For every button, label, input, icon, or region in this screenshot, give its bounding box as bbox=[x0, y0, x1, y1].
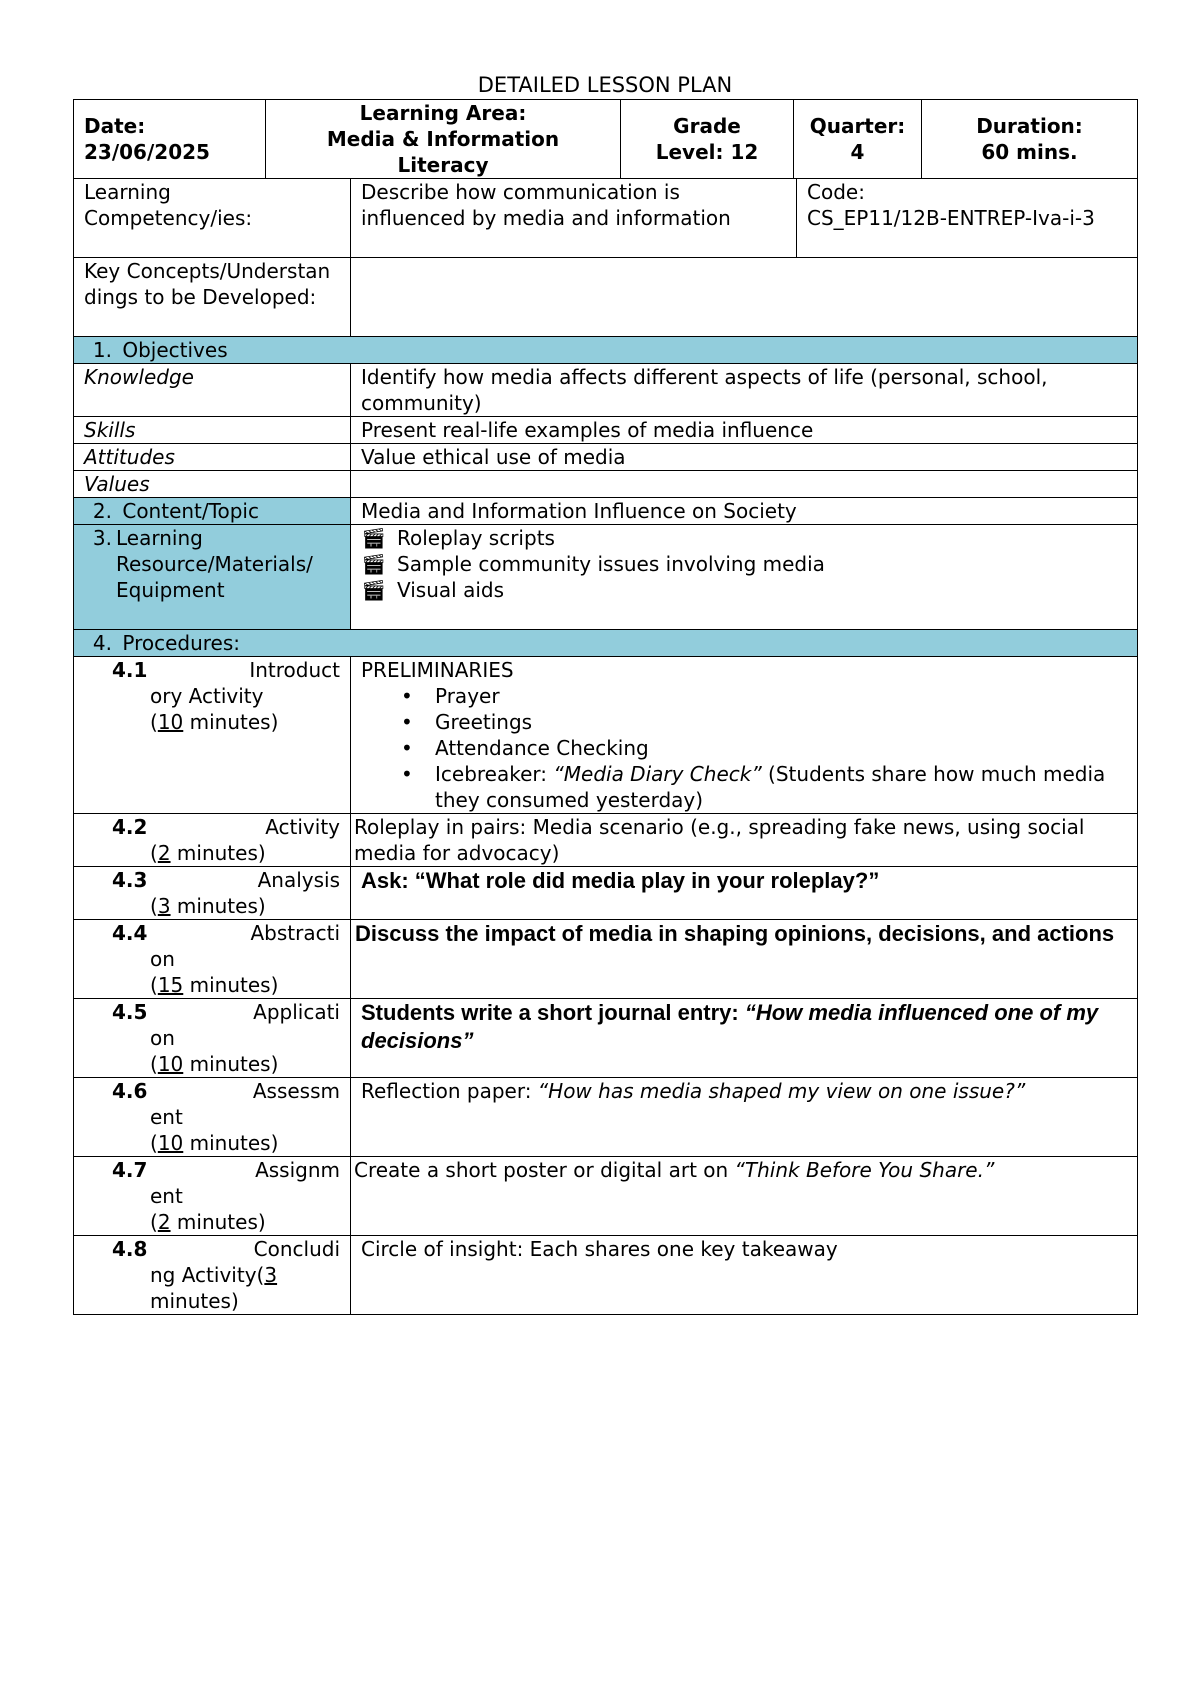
procedure-label-cell bbox=[74, 999, 351, 1078]
procedure-label-cell bbox=[74, 1157, 351, 1236]
procedure-duration: (3 minutes) bbox=[150, 894, 266, 918]
list-item: • Attendance Checking bbox=[401, 736, 649, 760]
clapperboard-icon: 🎬︎ bbox=[361, 526, 387, 550]
list-item: 🎬︎ Visual aids bbox=[361, 578, 504, 602]
list-item: • Icebreaker: “Media Diary Check” (Students share how much media they consumed yesterday) bbox=[401, 762, 1106, 812]
procedure-label: Activity bbox=[265, 815, 340, 839]
bullet-dot: • bbox=[401, 684, 413, 708]
content-label: Content/Topic bbox=[122, 499, 259, 523]
procedure-label-cont: ory Activity bbox=[150, 684, 264, 708]
procedure-duration: (15 minutes) bbox=[150, 973, 279, 997]
procedure-content: Ask: “What role did media play in your roleplay?” bbox=[351, 867, 1138, 920]
resources-label: Learning Resource/Materials/ Equipment bbox=[116, 526, 313, 602]
list-item: 🎬︎ Roleplay scripts bbox=[361, 526, 555, 550]
resources-list bbox=[361, 525, 1127, 603]
procedure-duration: minutes) bbox=[150, 1289, 239, 1313]
list-item: • Greetings bbox=[401, 710, 533, 734]
objective-row-values bbox=[74, 471, 1138, 498]
resources-label-cell bbox=[74, 525, 351, 630]
procedure-content bbox=[351, 657, 1138, 814]
objective-label: Values bbox=[74, 471, 351, 498]
code-cell bbox=[797, 179, 1138, 258]
procedure-duration: (10 minutes) bbox=[150, 1131, 279, 1155]
content-value: Media and Information Influence on Society bbox=[351, 498, 1138, 525]
objective-row-knowledge bbox=[74, 364, 1138, 417]
quarter-label: Quarter: bbox=[809, 114, 906, 138]
resources-num: 3. bbox=[92, 526, 112, 550]
duration-value: 60 mins. bbox=[981, 140, 1078, 164]
content-label-cell bbox=[74, 498, 351, 525]
procedure-label-cell bbox=[74, 867, 351, 920]
key-concepts-label: Key Concepts/Understandings to be Developed: bbox=[74, 258, 351, 337]
list-item: • Prayer bbox=[401, 684, 500, 708]
preliminaries-list bbox=[361, 683, 1127, 813]
duration-label: Duration: bbox=[976, 114, 1083, 138]
procedure-label: Applicati bbox=[253, 1000, 340, 1024]
procedure-num: 4.6 bbox=[112, 1079, 148, 1103]
objective-value: Present real-life examples of media influence bbox=[351, 417, 1138, 444]
objectives-heading bbox=[74, 337, 1138, 364]
procedure-num: 4.5 bbox=[112, 1000, 148, 1024]
procedure-label-cont: on bbox=[150, 1026, 175, 1050]
procedure-content: Roleplay in pairs: Media scenario (e.g., spreading fake news, using social media for advocacy) bbox=[351, 814, 1138, 867]
objective-row-attitudes bbox=[74, 444, 1138, 471]
learning-area-label: Learning Area: bbox=[359, 101, 527, 125]
procedure-row-4-5 bbox=[74, 999, 1138, 1078]
date-label: Date: bbox=[84, 114, 146, 138]
procedure-label: Assessm bbox=[252, 1079, 340, 1103]
objective-label: Attitudes bbox=[74, 444, 351, 471]
code-label: Code: bbox=[807, 180, 865, 204]
procedure-label-cont: ng Activity(3 bbox=[150, 1263, 278, 1287]
learning-area-value: Media & Information bbox=[326, 127, 560, 151]
procedure-label: Introduct bbox=[249, 658, 340, 682]
duration-cell bbox=[922, 100, 1138, 179]
procedure-row-4-7 bbox=[74, 1157, 1138, 1236]
procedure-duration: (2 minutes) bbox=[150, 1210, 266, 1234]
procedure-duration: (10 minutes) bbox=[150, 1052, 279, 1076]
content-row bbox=[74, 498, 1138, 525]
objective-value bbox=[351, 471, 1138, 498]
procedure-row-4-6 bbox=[74, 1078, 1138, 1157]
learning-area-cell bbox=[266, 100, 621, 179]
procedure-label: Abstracti bbox=[250, 921, 340, 945]
preliminaries-title: PRELIMINARIES bbox=[361, 658, 514, 682]
list-item: 🎬︎ Sample community issues involving media bbox=[361, 552, 825, 576]
procedure-num: 4.1 bbox=[112, 658, 148, 682]
bullet-dot: • bbox=[401, 762, 413, 786]
competency-value: Describe how communication is influenced by media and information bbox=[351, 179, 797, 258]
procedure-num: 4.7 bbox=[112, 1158, 148, 1182]
competency-label: Learning Competency/ies: bbox=[74, 179, 351, 258]
procedure-label-cont: on bbox=[150, 947, 175, 971]
procedure-content: Circle of insight: Each shares one key takeaway bbox=[351, 1236, 1138, 1315]
learning-area-value-2: Literacy bbox=[397, 153, 489, 177]
key-concepts-value bbox=[351, 258, 1138, 337]
grade-line-2: Level: 12 bbox=[655, 140, 759, 164]
objectives-heading-row bbox=[74, 337, 1138, 364]
procedure-row-4-2 bbox=[74, 814, 1138, 867]
document-title: DETAILED LESSON PLAN bbox=[477, 73, 733, 97]
procedure-row-4-3 bbox=[74, 867, 1138, 920]
procedure-num: 4.8 bbox=[112, 1237, 148, 1261]
lesson-plan-table bbox=[73, 178, 1138, 1315]
procedure-content: Discuss the impact of media in shaping opinions, decisions, and actions bbox=[351, 920, 1138, 999]
procedure-row-4-4 bbox=[74, 920, 1138, 999]
procedure-content: Create a short poster or digital art on “Think Before You Share.” bbox=[351, 1157, 1138, 1236]
procedure-label-cont: ent bbox=[150, 1184, 183, 1208]
procedure-duration: (10 minutes) bbox=[150, 710, 279, 734]
resources-row bbox=[74, 525, 1138, 630]
procedures-heading-row bbox=[74, 630, 1138, 657]
key-concepts-row bbox=[74, 258, 1138, 337]
content-num: 2. bbox=[92, 499, 112, 523]
procedure-duration: (2 minutes) bbox=[150, 841, 266, 865]
objectives-num: 1. bbox=[92, 338, 112, 362]
quarter-cell bbox=[794, 100, 922, 179]
procedures-heading bbox=[74, 630, 1138, 657]
date-value: 23/06/2025 bbox=[84, 140, 210, 164]
procedure-label-cont: ent bbox=[150, 1105, 183, 1129]
objective-value: Value ethical use of media bbox=[351, 444, 1138, 471]
procedure-label-cell bbox=[74, 657, 351, 814]
bullet-dot: • bbox=[401, 736, 413, 760]
procedure-content: Students write a short journal entry: “How media influenced one of my decisions” bbox=[351, 999, 1138, 1078]
resources-value-cell bbox=[351, 525, 1138, 630]
procedure-num: 4.3 bbox=[112, 868, 148, 892]
procedure-num: 4.4 bbox=[112, 921, 148, 945]
procedures-num: 4. bbox=[92, 631, 112, 655]
procedure-label: Assignm bbox=[255, 1158, 340, 1182]
clapperboard-icon: 🎬︎ bbox=[361, 578, 387, 602]
procedure-row-4-8 bbox=[74, 1236, 1138, 1315]
date-cell bbox=[74, 100, 266, 179]
bullet-dot: • bbox=[401, 710, 413, 734]
procedure-row-4-1 bbox=[74, 657, 1138, 814]
procedure-label-cell bbox=[74, 1236, 351, 1315]
quarter-value: 4 bbox=[850, 140, 865, 164]
objective-label: Knowledge bbox=[74, 364, 351, 417]
objectives-heading-text: Objectives bbox=[122, 338, 228, 362]
code-value: CS_EP11/12B-ENTREP-Iva-i-3 bbox=[807, 206, 1095, 230]
objective-value: Identify how media affects different aspects of life (personal, school, community) bbox=[351, 364, 1138, 417]
grade-line-1: Grade bbox=[673, 114, 741, 138]
procedure-num: 4.2 bbox=[112, 815, 148, 839]
procedure-content: Reflection paper: “How has media shaped my view on one issue?” bbox=[351, 1078, 1138, 1157]
procedures-heading-text: Procedures: bbox=[122, 631, 241, 655]
procedure-label: Analysis bbox=[257, 868, 340, 892]
grade-cell bbox=[621, 100, 794, 179]
header-table bbox=[73, 99, 1138, 179]
competency-row bbox=[74, 179, 1138, 258]
procedure-label: Concludi bbox=[253, 1237, 340, 1261]
procedure-label-cell bbox=[74, 1078, 351, 1157]
procedure-label-cell bbox=[74, 920, 351, 999]
objective-label: Skills bbox=[74, 417, 351, 444]
objective-row-skills bbox=[74, 417, 1138, 444]
procedure-label-cell bbox=[74, 814, 351, 867]
clapperboard-icon: 🎬︎ bbox=[361, 552, 387, 576]
